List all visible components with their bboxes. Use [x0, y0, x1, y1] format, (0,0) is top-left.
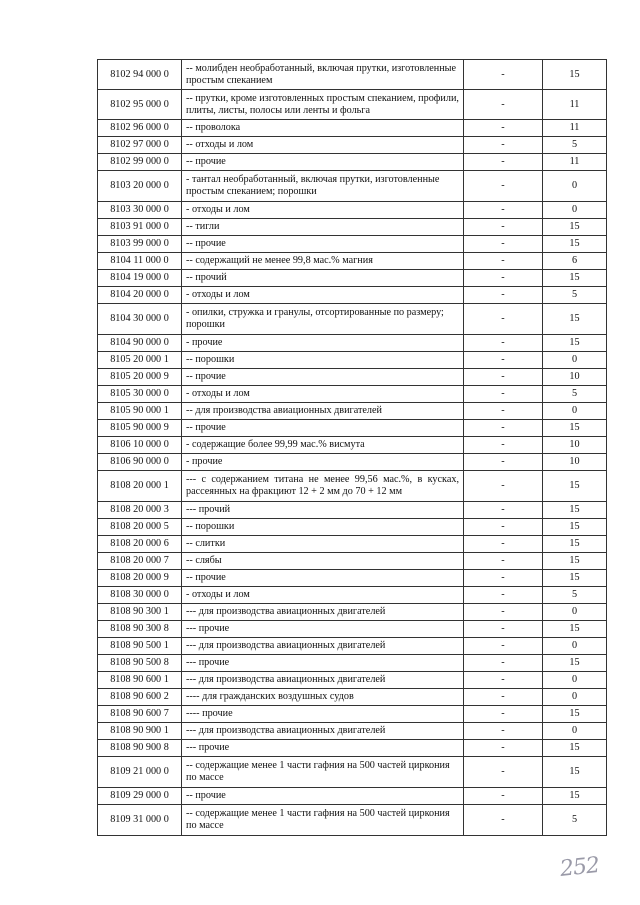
tn-ved-code: 8103 99 000 0 [98, 236, 182, 253]
product-description: -- тигли [182, 219, 464, 236]
tn-ved-code: 8104 90 000 0 [98, 335, 182, 352]
table-row [98, 570, 607, 587]
table-row [98, 219, 607, 236]
table-row [98, 420, 607, 437]
duty-rate: 15 [543, 788, 607, 805]
product-description: --- для производства авиационных двигателей [182, 604, 464, 621]
duty-column-a: - [464, 655, 543, 672]
table-row [98, 369, 607, 386]
duty-rate: 10 [543, 369, 607, 386]
tn-ved-code: 8104 20 000 0 [98, 287, 182, 304]
table-row [98, 270, 607, 287]
tn-ved-code: 8108 90 300 1 [98, 604, 182, 621]
tn-ved-code: 8102 99 000 0 [98, 154, 182, 171]
tn-ved-code: 8102 97 000 0 [98, 137, 182, 154]
table-row [98, 536, 607, 553]
duty-column-a: - [464, 335, 543, 352]
product-description: -- прочие [182, 154, 464, 171]
duty-column-a: - [464, 304, 543, 335]
product-description: -- слябы [182, 553, 464, 570]
product-description: -- порошки [182, 352, 464, 369]
duty-rate: 0 [543, 689, 607, 706]
duty-column-a: - [464, 386, 543, 403]
table-row [98, 587, 607, 604]
tn-ved-code: 8108 90 900 8 [98, 740, 182, 757]
tn-ved-code: 8104 30 000 0 [98, 304, 182, 335]
duty-column-a: - [464, 604, 543, 621]
duty-rate: 11 [543, 154, 607, 171]
duty-column-a: - [464, 154, 543, 171]
duty-column-a: - [464, 587, 543, 604]
duty-column-a: - [464, 672, 543, 689]
table-row [98, 519, 607, 536]
tn-ved-code: 8108 90 600 2 [98, 689, 182, 706]
tn-ved-code: 8102 96 000 0 [98, 120, 182, 137]
product-description: -- содержащие менее 1 части гафния на 500 частей циркония по массе [182, 757, 464, 788]
product-description: - прочие [182, 454, 464, 471]
table-row [98, 304, 607, 335]
product-description: - тантал необработанный, включая прутки, изготовленные простым спеканием; порошки [182, 171, 464, 202]
product-description: - отходы и лом [182, 287, 464, 304]
table-row [98, 454, 607, 471]
product-description: -- прочий [182, 270, 464, 287]
duty-rate: 15 [543, 706, 607, 723]
product-description: -- прочие [182, 236, 464, 253]
duty-rate: 15 [543, 60, 607, 90]
duty-column-a: - [464, 638, 543, 655]
duty-rate: 15 [543, 519, 607, 536]
product-description: - содержащие более 99,99 мас.% висмута [182, 437, 464, 454]
tn-ved-code: 8105 20 000 1 [98, 352, 182, 369]
product-description: - отходы и лом [182, 587, 464, 604]
duty-rate: 15 [543, 553, 607, 570]
duty-rate: 6 [543, 253, 607, 270]
table-row [98, 253, 607, 270]
tn-ved-code: 8108 20 000 5 [98, 519, 182, 536]
duty-column-a: - [464, 536, 543, 553]
duty-rate: 10 [543, 454, 607, 471]
product-description: -- прочие [182, 369, 464, 386]
table-row [98, 621, 607, 638]
duty-column-a: - [464, 352, 543, 369]
tn-ved-code: 8102 95 000 0 [98, 90, 182, 120]
product-description: -- прочие [182, 570, 464, 587]
table-row [98, 805, 607, 836]
product-description: -- порошки [182, 519, 464, 536]
duty-rate: 0 [543, 352, 607, 369]
tn-ved-code: 8106 90 000 0 [98, 454, 182, 471]
tn-ved-code: 8108 20 000 7 [98, 553, 182, 570]
duty-rate: 0 [543, 604, 607, 621]
duty-rate: 0 [543, 672, 607, 689]
duty-column-a: - [464, 369, 543, 386]
duty-rate: 0 [543, 171, 607, 202]
table-row [98, 604, 607, 621]
duty-column-a: - [464, 706, 543, 723]
tn-ved-code: 8103 91 000 0 [98, 219, 182, 236]
product-description: - отходы и лом [182, 386, 464, 403]
table-row [98, 171, 607, 202]
duty-rate: 15 [543, 335, 607, 352]
product-description: -- молибден необработанный, включая прутки, изготовленные простым спеканием [182, 60, 464, 90]
duty-rate: 15 [543, 740, 607, 757]
tn-ved-code: 8108 20 000 3 [98, 502, 182, 519]
duty-column-a: - [464, 403, 543, 420]
table-row [98, 287, 607, 304]
duty-column-a: - [464, 757, 543, 788]
product-description: --- прочие [182, 655, 464, 672]
table-row [98, 90, 607, 120]
duty-column-a: - [464, 171, 543, 202]
product-description: -- для производства авиационных двигателей [182, 403, 464, 420]
duty-rate: 15 [543, 219, 607, 236]
product-description: --- для производства авиационных двигателей [182, 723, 464, 740]
product-description: --- прочий [182, 502, 464, 519]
tn-ved-code: 8108 30 000 0 [98, 587, 182, 604]
duty-rate: 15 [543, 471, 607, 502]
product-description: --- для производства авиационных двигателей [182, 672, 464, 689]
tn-ved-code: 8104 19 000 0 [98, 270, 182, 287]
product-description: - опилки, стружка и гранулы, отсортированные по размеру; порошки [182, 304, 464, 335]
tn-ved-code: 8102 94 000 0 [98, 60, 182, 90]
duty-rate: 5 [543, 386, 607, 403]
duty-rate: 11 [543, 120, 607, 137]
tn-ved-code: 8108 90 900 1 [98, 723, 182, 740]
product-description: --- прочие [182, 621, 464, 638]
duty-rate: 0 [543, 202, 607, 219]
duty-rate: 15 [543, 270, 607, 287]
table-row [98, 553, 607, 570]
product-description: --- прочие [182, 740, 464, 757]
duty-rate: 15 [543, 536, 607, 553]
duty-rate: 15 [543, 236, 607, 253]
tn-ved-code: 8108 90 600 7 [98, 706, 182, 723]
product-description: - прочие [182, 335, 464, 352]
tn-ved-code: 8108 90 600 1 [98, 672, 182, 689]
product-description: ---- прочие [182, 706, 464, 723]
tn-ved-code: 8103 20 000 0 [98, 171, 182, 202]
product-description: -- прочие [182, 420, 464, 437]
table-row [98, 202, 607, 219]
duty-column-a: - [464, 519, 543, 536]
duty-column-a: - [464, 270, 543, 287]
table-row [98, 154, 607, 171]
tn-ved-code: 8105 90 000 1 [98, 403, 182, 420]
duty-rate: 5 [543, 587, 607, 604]
table-row [98, 437, 607, 454]
table-row [98, 672, 607, 689]
duty-column-a: - [464, 90, 543, 120]
duty-rate: 15 [543, 757, 607, 788]
duty-column-a: - [464, 471, 543, 502]
duty-rate: 5 [543, 287, 607, 304]
duty-column-a: - [464, 454, 543, 471]
tn-ved-code: 8108 20 000 9 [98, 570, 182, 587]
duty-column-a: - [464, 621, 543, 638]
duty-rate: 15 [543, 621, 607, 638]
duty-column-a: - [464, 420, 543, 437]
tn-ved-code: 8105 20 000 9 [98, 369, 182, 386]
tn-ved-code: 8105 30 000 0 [98, 386, 182, 403]
duty-column-a: - [464, 60, 543, 90]
duty-rate: 10 [543, 437, 607, 454]
duty-rate: 0 [543, 403, 607, 420]
tn-ved-code: 8109 21 000 0 [98, 757, 182, 788]
duty-column-a: - [464, 723, 543, 740]
duty-column-a: - [464, 805, 543, 836]
table-row [98, 788, 607, 805]
tn-ved-code: 8108 20 000 1 [98, 471, 182, 502]
duty-column-a: - [464, 788, 543, 805]
product-description: --- для производства авиационных двигателей [182, 638, 464, 655]
table-row [98, 386, 607, 403]
table-row [98, 120, 607, 137]
product-description: --- с содержанием титана не менее 99,56 мас.%, в кусках, рассеянных на фракциют 12 + 2 мм до 70 + 12 мм [182, 471, 464, 502]
duty-rate: 5 [543, 137, 607, 154]
duty-column-a: - [464, 219, 543, 236]
product-description: -- содержащий не менее 99,8 мас.% магния [182, 253, 464, 270]
duty-column-a: - [464, 502, 543, 519]
product-description: - отходы и лом [182, 202, 464, 219]
table-row [98, 471, 607, 502]
duty-column-a: - [464, 437, 543, 454]
duty-rate: 0 [543, 723, 607, 740]
product-description: -- проволока [182, 120, 464, 137]
handwritten-page-number: 252 [558, 853, 601, 882]
duty-column-a: - [464, 253, 543, 270]
table-row [98, 689, 607, 706]
duty-rate: 15 [543, 420, 607, 437]
tn-ved-code: 8103 30 000 0 [98, 202, 182, 219]
table-row [98, 403, 607, 420]
duty-rate: 15 [543, 304, 607, 335]
tn-ved-code: 8108 90 500 8 [98, 655, 182, 672]
duty-column-a: - [464, 570, 543, 587]
table-row [98, 60, 607, 90]
product-description: -- прутки, кроме изготовленных простым спеканием, профили, плиты, листы, полосы или ленты и фольга [182, 90, 464, 120]
duty-rate: 5 [543, 805, 607, 836]
duty-column-a: - [464, 287, 543, 304]
duty-column-a: - [464, 553, 543, 570]
table-row [98, 502, 607, 519]
table-row [98, 638, 607, 655]
product-description: -- отходы и лом [182, 137, 464, 154]
tn-ved-code: 8108 90 500 1 [98, 638, 182, 655]
table-row [98, 236, 607, 253]
tn-ved-code: 8106 10 000 0 [98, 437, 182, 454]
tn-ved-code: 8109 31 000 0 [98, 805, 182, 836]
duty-column-a: - [464, 137, 543, 154]
table-row [98, 335, 607, 352]
duty-column-a: - [464, 202, 543, 219]
duty-rate: 15 [543, 502, 607, 519]
product-description: ---- для гражданских воздушных судов [182, 689, 464, 706]
table-row [98, 757, 607, 788]
tn-ved-code: 8108 90 300 8 [98, 621, 182, 638]
tariff-table-body [98, 60, 607, 836]
duty-rate: 15 [543, 655, 607, 672]
product-description: -- содержащие менее 1 части гафния на 500 частей циркония по массе [182, 805, 464, 836]
product-description: -- прочие [182, 788, 464, 805]
table-row [98, 137, 607, 154]
table-row [98, 723, 607, 740]
tn-ved-code: 8105 90 000 9 [98, 420, 182, 437]
tn-ved-code: 8104 11 000 0 [98, 253, 182, 270]
duty-column-a: - [464, 120, 543, 137]
table-row [98, 352, 607, 369]
product-description: -- слитки [182, 536, 464, 553]
duty-column-a: - [464, 236, 543, 253]
duty-rate: 11 [543, 90, 607, 120]
table-row [98, 740, 607, 757]
tn-ved-code: 8109 29 000 0 [98, 788, 182, 805]
duty-column-a: - [464, 689, 543, 706]
duty-column-a: - [464, 740, 543, 757]
tariff-table [97, 59, 607, 836]
duty-rate: 15 [543, 570, 607, 587]
tn-ved-code: 8108 20 000 6 [98, 536, 182, 553]
table-row [98, 655, 607, 672]
table-row [98, 706, 607, 723]
duty-rate: 0 [543, 638, 607, 655]
